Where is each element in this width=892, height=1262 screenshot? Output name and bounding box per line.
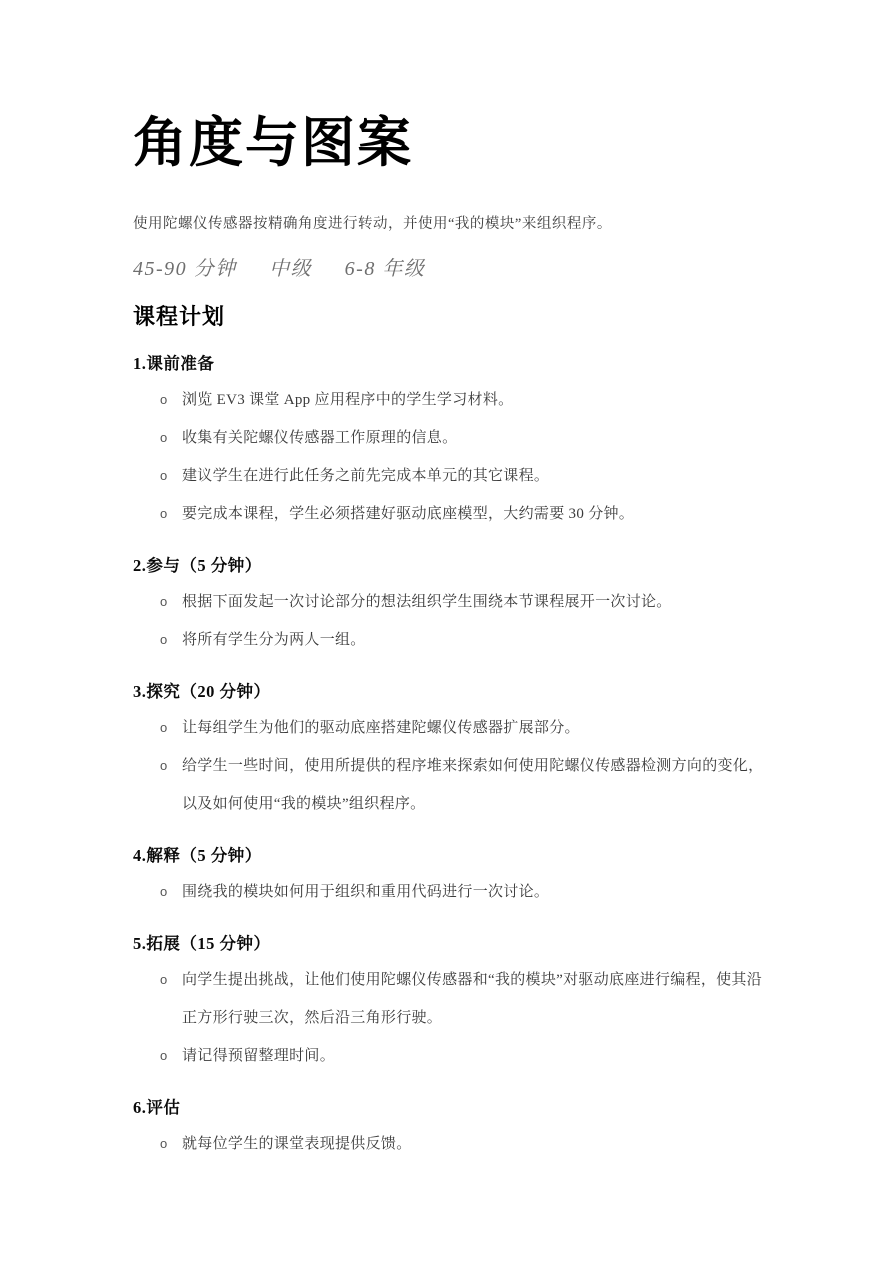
section-heading: 4.解释（5 分钟）: [133, 846, 262, 865]
lesson-section: [133, 681, 767, 823]
lesson-plan-sections: [133, 353, 767, 1163]
lesson-meta-line: [133, 256, 767, 283]
section-heading: 2.参与（5 分钟）: [133, 556, 262, 575]
meta-grades: 6-8 年级: [344, 258, 426, 280]
section-heading: 1.课前准备: [133, 354, 215, 373]
bullet-text: 收集有关陀螺仪传感器工作原理的信息。: [182, 430, 458, 446]
lesson-subtitle: 使用陀螺仪传感器按精确角度进行转动，并使用“我的模块”来组织程序。: [133, 216, 612, 232]
bullet-text: 给学生一些时间，使用所提供的程序堆来探索如何使用陀螺仪传感器检测方向的变化，以及如何使用“我的模块”组织程序。: [182, 758, 764, 812]
lesson-section: [133, 353, 767, 533]
meta-duration: 45-90 分钟: [133, 258, 237, 280]
lesson-section: [133, 933, 767, 1075]
lesson-section: [133, 1097, 767, 1163]
bullet-text: 向学生提出挑战，让他们使用陀螺仪传感器和“我的模块”对驱动底座进行编程，使其沿正方形行驶三次，然后沿三角形行驶。: [182, 972, 763, 1026]
bullet-marker: o: [160, 1136, 168, 1151]
bullet-text: 让每组学生为他们的驱动底座搭建陀螺仪传感器扩展部分。: [182, 720, 580, 736]
section-bullet-list: [133, 1125, 767, 1163]
bullet-marker: o: [160, 884, 168, 899]
bullet-item: [133, 381, 767, 419]
bullet-text: 围绕我的模块如何用于组织和重用代码进行一次讨论。: [182, 884, 550, 900]
bullet-item: [133, 457, 767, 495]
meta-level: 中级: [269, 258, 313, 280]
bullet-item: [133, 1037, 767, 1075]
bullet-item: [133, 873, 767, 911]
section-heading: 6.评估: [133, 1098, 181, 1117]
section-bullet-list: [133, 709, 767, 823]
bullet-item: [133, 961, 767, 1037]
bullet-text: 浏览 EV3 课堂 App 应用程序中的学生学习材料。: [182, 392, 514, 408]
section-bullet-list: [133, 873, 767, 911]
bullet-marker: o: [160, 972, 168, 987]
bullet-text: 建议学生在进行此任务之前先完成本单元的其它课程。: [182, 468, 550, 484]
section-bullet-list: [133, 381, 767, 533]
bullet-marker: o: [160, 392, 168, 407]
section-heading: 3.探究（20 分钟）: [133, 682, 271, 701]
bullet-item: [133, 709, 767, 747]
bullet-marker: o: [160, 632, 168, 647]
bullet-item: [133, 583, 767, 621]
bullet-marker: o: [160, 720, 168, 735]
bullet-item: [133, 621, 767, 659]
bullet-marker: o: [160, 594, 168, 609]
bullet-item: [133, 495, 767, 533]
bullet-text: 就每位学生的课堂表现提供反馈。: [182, 1136, 412, 1152]
page-title: 角度与图案: [133, 113, 413, 173]
lesson-section: [133, 845, 767, 911]
bullet-marker: o: [160, 506, 168, 521]
bullet-item: [133, 747, 767, 823]
bullet-item: [133, 419, 767, 457]
bullet-text: 要完成本课程，学生必须搭建好驱动底座模型，大约需要 30 分钟。: [182, 506, 635, 522]
bullet-marker: o: [160, 468, 168, 483]
bullet-marker: o: [160, 758, 168, 773]
bullet-text: 请记得预留整理时间。: [182, 1048, 336, 1064]
bullet-text: 将所有学生分为两人一组。: [182, 632, 366, 648]
section-heading: 5.拓展（15 分钟）: [133, 934, 271, 953]
bullet-item: [133, 1125, 767, 1163]
bullet-marker: o: [160, 430, 168, 445]
section-bullet-list: [133, 583, 767, 659]
bullet-text: 根据下面发起一次讨论部分的想法组织学生围绕本节课程展开一次讨论。: [182, 594, 672, 610]
lesson-plan-heading: 课程计划: [133, 304, 226, 329]
lesson-section: [133, 555, 767, 659]
bullet-marker: o: [160, 1048, 168, 1063]
section-bullet-list: [133, 961, 767, 1075]
